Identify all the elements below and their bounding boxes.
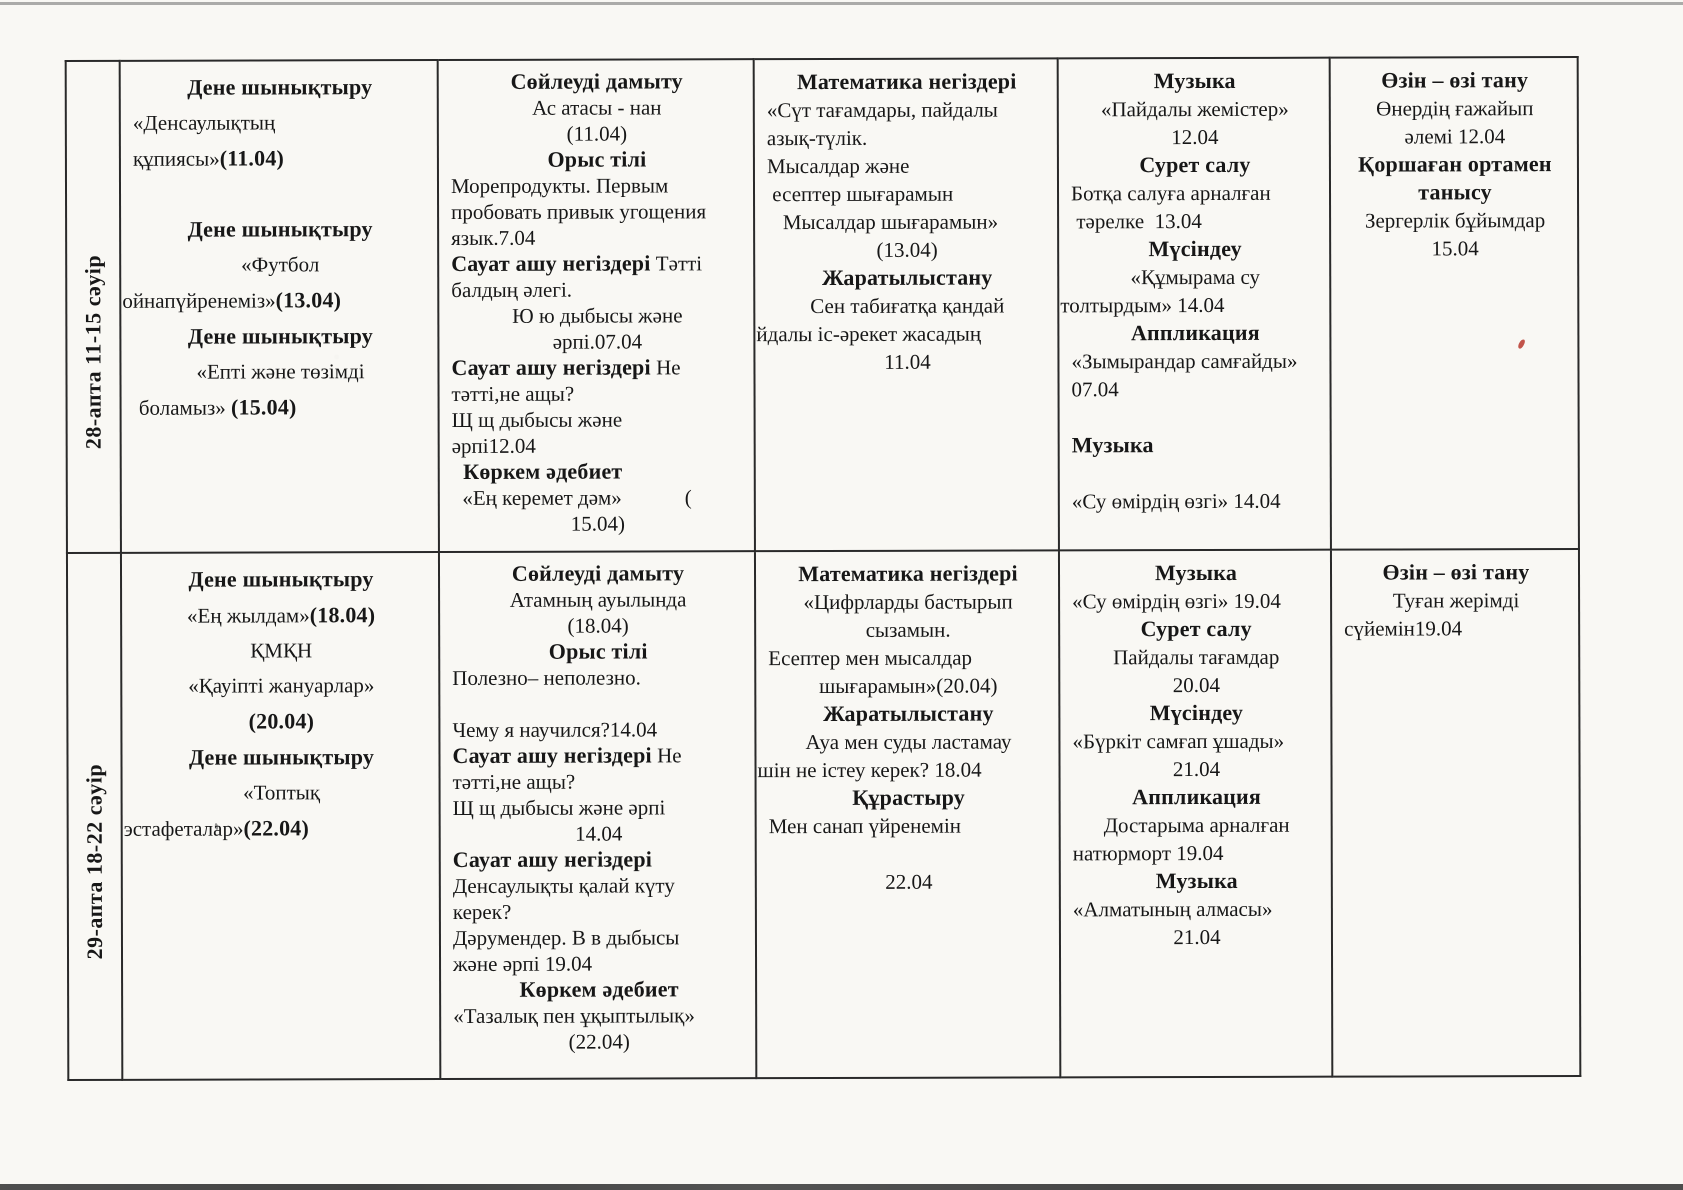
week-label: 28-апта 11-15 сәуір (80, 255, 106, 450)
schedule-line: азық-түлік. (766, 125, 868, 151)
schedule-line: Сөйлеуді дамыту (511, 560, 685, 586)
schedule-line: 15.04) (570, 511, 626, 536)
schedule-line: Пайдалы тағамдар (1113, 644, 1280, 670)
week-label-cell-1 (66, 61, 121, 553)
schedule-line: тәтті,не ащы? (451, 381, 575, 406)
schedule-line: (13.04) (876, 237, 938, 262)
schedule-line: Аппликация (1132, 783, 1262, 810)
schedule-line: «Топтық (243, 780, 321, 805)
schedule-line: тәрелке 13.04 (1071, 209, 1202, 234)
schedule-line: Сен табиғатқа қандай (810, 293, 1005, 319)
schedule-line: Дене шынықтыру (188, 566, 374, 592)
schedule-line: балдың әлегі. (451, 277, 573, 302)
schedule-line: Дене шынықтыру (188, 744, 375, 770)
weekly-lesson-schedule-table (65, 56, 1582, 1081)
schedule-line: эстафеталар»(22.04) (123, 815, 310, 841)
schedule-line: (20.04) (248, 708, 315, 734)
schedule-line: Сауат ашу негіздері Не (451, 354, 681, 380)
schedule-line (1072, 403, 1320, 432)
schedule-line: Ас атасы - нан (532, 95, 662, 120)
schedule-line: Чему я научился?14.04 (452, 717, 658, 742)
schedule-line: Құрастыру (852, 784, 965, 810)
schedule-line: (11.04) (566, 121, 628, 146)
schedule-cell-r1-c3 (754, 58, 1059, 551)
schedule-line: «Бүркіт самғап ұшады» (1072, 728, 1285, 754)
schedule-line: Көркем әдебиет (451, 458, 623, 484)
schedule-line: Полезно– неполезно. (452, 665, 641, 690)
schedule-line: Өнердің ғажайып (1376, 96, 1534, 121)
schedule-line: 14.04 (575, 821, 623, 846)
schedule-line: Ауа мен суды ластамау (805, 729, 1012, 755)
schedule-line: 11.04 (884, 349, 931, 374)
schedule-cell-r2-c4 (1059, 550, 1332, 1078)
schedule-line: йдалы іс-әрекет жасадың (756, 321, 982, 347)
schedule-line: Жаратылыстану (821, 264, 993, 291)
schedule-cell-r2-c1 (121, 552, 440, 1080)
schedule-line: Мүсіндеу (1149, 699, 1244, 726)
schedule-line: «Тазалық пен ұқыптылық» (453, 1003, 695, 1028)
schedule-line: шығарамын»(20.04) (819, 673, 998, 699)
schedule-line: және әрпі 19.04 (453, 951, 593, 976)
schedule-line: Сурет салу (1140, 615, 1252, 642)
schedule-line: 21.04 (1173, 924, 1221, 950)
schedule-cell-r1-c4 (1058, 58, 1331, 551)
schedule-line: натюрморт 19.04 (1072, 840, 1224, 866)
schedule-line: Щ щ дыбысы және әрпі (452, 795, 666, 820)
schedule-line: Дене шынықтыру (187, 323, 373, 349)
schedule-cell-r1-c5 (1330, 57, 1579, 550)
schedule-line: керек? (452, 899, 512, 924)
schedule-line: Сөйлеуді дамыту (510, 68, 683, 94)
week-label-cell-2 (67, 553, 122, 1080)
schedule-line: 21.04 (1172, 756, 1221, 782)
schedule-line: әрпі.07.04 (552, 329, 643, 354)
schedule-line: тәтті,не ащы? (452, 769, 576, 794)
schedule-line: 22.04 (885, 869, 933, 894)
schedule-line: Ботқа салуға арналған (1070, 180, 1271, 206)
schedule-line: Достарыма арналған (1103, 812, 1290, 838)
schedule-line: Сурет салу (1139, 151, 1251, 178)
week-row-2 (67, 549, 1580, 1080)
schedule-line: Денсаулықты қалай күту (452, 873, 675, 898)
schedule-line: «Құмырама су (1130, 264, 1261, 290)
schedule-line: «Денсаулықтың (132, 110, 276, 135)
schedule-line: Зергерлік бұйымдар (1364, 208, 1546, 233)
week-label: 29-апта 18-22 сәуір (81, 764, 108, 960)
schedule-line: Дене шынықтыру (187, 216, 373, 242)
schedule-line: «Футбол (241, 252, 320, 277)
scan-top-edge-artifact (0, 2, 1683, 5)
schedule-line: Дәрумендер. В в дыбысы (452, 925, 680, 950)
schedule-cell-r2-c3 (755, 550, 1060, 1078)
schedule-table-body (66, 57, 1581, 1080)
schedule-line: пробовать привык угощения (451, 199, 707, 224)
week-row-1 (66, 57, 1579, 553)
schedule-line: есептер шығарамын (766, 181, 954, 207)
schedule-line: Математика негіздері (796, 68, 1017, 95)
schedule-line: танысу (1418, 179, 1492, 205)
schedule-line: сызамын. (865, 617, 951, 642)
schedule-line: әлемі 12.04 (1404, 124, 1506, 149)
schedule-line: Музыка (1153, 67, 1236, 94)
scan-bottom-edge-artifact (0, 1184, 1683, 1190)
schedule-line: 20.04 (1172, 672, 1220, 698)
schedule-line: ойнапүйренеміз»(13.04) (122, 287, 342, 313)
schedule-line: «Ең керемет дәм» ( (451, 485, 692, 510)
schedule-line: «Су өмірдің өзгі» 14.04 (1071, 488, 1281, 514)
schedule-line: 15.04 (1431, 236, 1479, 261)
schedule-line: Орыс тілі (548, 638, 648, 664)
schedule-line: «Цифрларды бастырып (803, 589, 1013, 615)
schedule-line: Сауат ашу негіздері Тәтті (451, 250, 703, 276)
schedule-line: Мысалдар шығарамын» (767, 209, 999, 235)
schedule-line: 07.04 (1071, 377, 1119, 402)
schedule-line: Туған жерімді (1392, 588, 1520, 613)
schedule-line: «Ең жылдам»(18.04) (186, 602, 376, 628)
schedule-line: Дене шынықтыру (187, 74, 373, 100)
schedule-line: Есептер мен мысалдар (768, 645, 973, 671)
schedule-line: «Пайдалы жемістер» (1100, 96, 1289, 122)
schedule-line: (22.04) (568, 1029, 630, 1054)
schedule-line: Өзін – өзі тану (1381, 67, 1529, 93)
schedule-line: Математика негіздері (798, 560, 1018, 587)
schedule-line: Жаратылыстану (823, 700, 994, 727)
schedule-line: Қоршаған ортамен (1358, 151, 1552, 177)
schedule-cell-r1-c2 (438, 59, 755, 552)
schedule-line: әрпі12.04 (451, 433, 536, 458)
schedule-line: Өзін – өзі тану (1382, 559, 1530, 585)
schedule-line: Атамның ауылында (509, 587, 687, 612)
schedule-line: Ю ю дыбысы және (512, 303, 683, 328)
schedule-line (769, 839, 1049, 868)
schedule-line (452, 690, 744, 717)
schedule-line: Щ щ дыбысы және (451, 407, 623, 432)
schedule-line: Мен санап үйренемін (768, 813, 962, 839)
schedule-line: Сауат ашу негіздері (452, 846, 653, 872)
schedule-line: Аппликация (1130, 319, 1260, 346)
schedule-line: сүйемін19.04 (1344, 616, 1463, 641)
schedule-line: Музыка (1154, 559, 1238, 586)
schedule-line (1072, 459, 1320, 488)
schedule-line: «Епті және төзімді (196, 359, 365, 384)
schedule-line: «Қауіпті жануарлар» (188, 673, 375, 698)
schedule-line (133, 176, 427, 212)
schedule-line: 12.04 (1171, 124, 1219, 150)
schedule-line: язык.7.04 (451, 225, 536, 250)
schedule-line: Музыка (1071, 432, 1154, 458)
schedule-cell-r1-c1 (120, 60, 439, 553)
schedule-line: толтырдым» 14.04 (1060, 292, 1225, 318)
schedule-line: «Алматының алмасы» (1072, 896, 1273, 922)
schedule-line: Мүсіндеу (1148, 235, 1242, 262)
schedule-line: Көркем әдебиет (519, 976, 679, 1002)
schedule-line: «Су өмірдің өзгі» 19.04 (1072, 588, 1281, 614)
schedule-line: Орыс тілі (547, 146, 647, 172)
schedule-line: (18.04) (567, 613, 629, 638)
schedule-line: ҚМҚН (250, 638, 313, 663)
schedule-line: боламыз» (15.04) (133, 394, 297, 420)
schedule-line: Сауат ашу негіздері Не (452, 742, 682, 768)
schedule-line: Музыка (1155, 867, 1238, 894)
schedule-line: Морепродукты. Первым (450, 173, 669, 198)
schedule-line: құпиясы»(11.04) (132, 145, 285, 171)
schedule-line: «Сүт тағамдары, пайдалы (766, 97, 998, 123)
schedule-line: шін не істеу керек? 18.04 (757, 757, 982, 783)
schedule-cell-r2-c2 (439, 551, 756, 1079)
schedule-line: «Зымырандар самғайды» (1071, 348, 1298, 374)
schedule-line: Мысалдар және (766, 153, 910, 179)
schedule-cell-r2-c5 (1331, 549, 1580, 1077)
